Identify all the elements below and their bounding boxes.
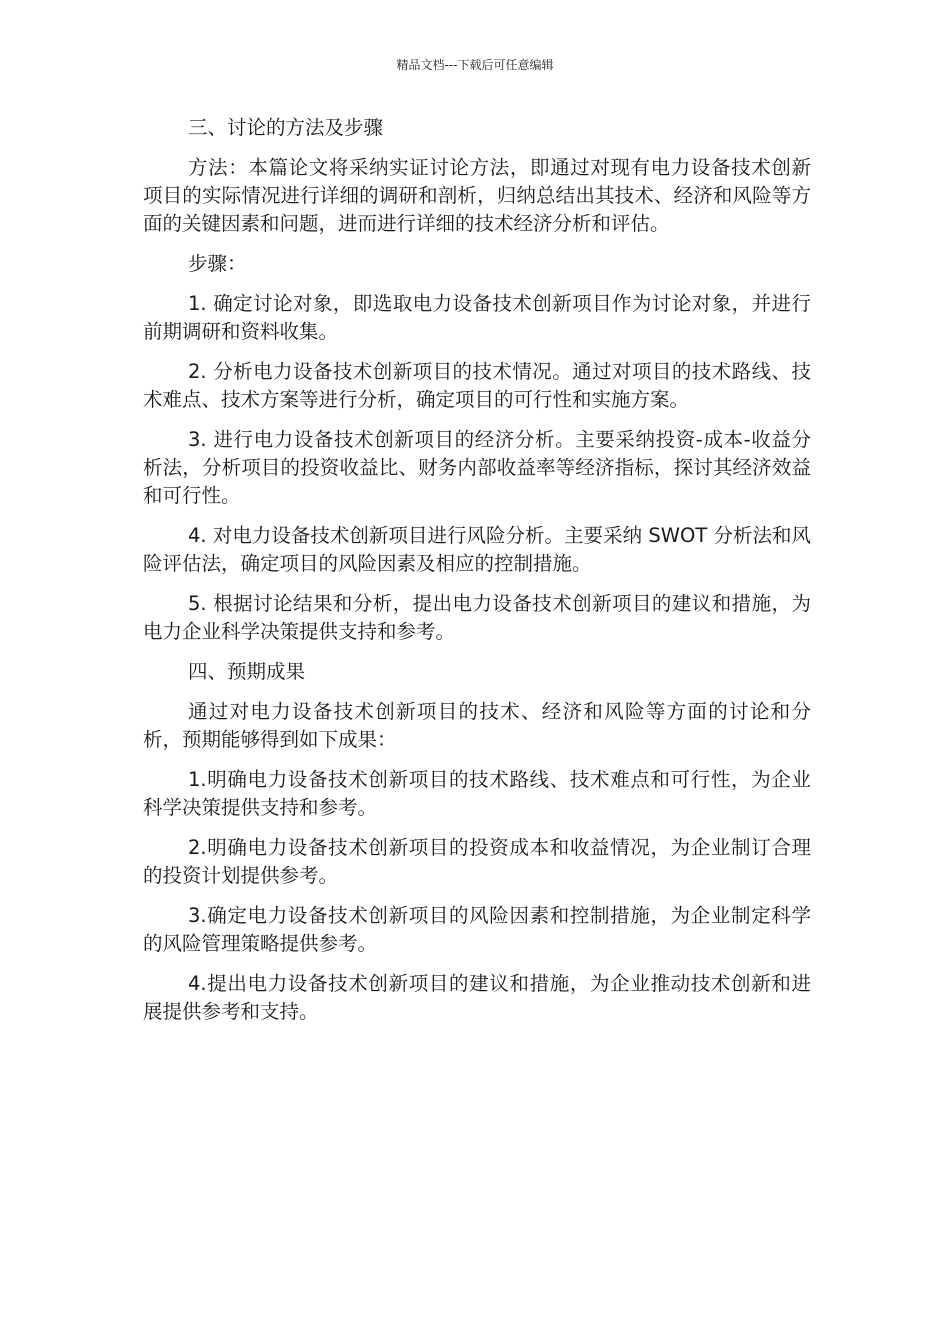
list-item-outcome-4: 4.提出电力设备技术创新项目的建议和措施，为企业推动技术创新和进展提供参考和支持。: [143, 972, 811, 1023]
section-heading-outcomes: 四、预期成果: [188, 660, 306, 683]
list-item-outcome-1: 1.明确电力设备技术创新项目的技术路线、技术难点和可行性，为企业科学决策提供支持和参考。: [143, 768, 811, 819]
page-header: 精品文档---下载后可任意编辑: [396, 58, 554, 72]
list-item-outcome-2: 2.明确电力设备技术创新项目的投资成本和收益情况，为企业制订合理的投资计划提供参考。: [143, 836, 811, 887]
list-item-outcome-3: 3.确定电力设备技术创新项目的风险因素和控制措施，为企业制定科学的风险管理策略提供参考。: [143, 904, 811, 955]
list-item-step-5: 5. 根据讨论结果和分析，提出电力设备技术创新项目的建议和措施，为电力企业科学决策提供支持和参考。: [143, 592, 811, 643]
document-body: [143, 114, 811, 1038]
paragraph-outcomes-intro: 通过对电力设备技术创新项目的技术、经济和风险等方面的讨论和分析，预期能够得到如下成果：: [143, 700, 811, 751]
list-item-step-2: 2. 分析电力设备技术创新项目的技术情况。通过对项目的技术路线、技术难点、技术方案等进行分析，确定项目的可行性和实施方案。: [143, 360, 811, 411]
paragraph-method: 方法：本篇论文将采纳实证讨论方法，即通过对现有电力设备技术创新项目的实际情况进行详细的调研和剖析，归纳总结出其技术、经济和风险等方面的关键因素和问题，进而进行详细的技术经济分析和评估。: [143, 156, 811, 235]
list-item-step-1: 1. 确定讨论对象，即选取电力设备技术创新项目作为讨论对象，并进行前期调研和资料收集。: [143, 292, 811, 343]
list-item-step-3: 3. 进行电力设备技术创新项目的经济分析。主要采纳投资-成本-收益分析法，分析项目的投资收益比、财务内部收益率等经济指标，探讨其经济效益和可行性。: [143, 428, 811, 507]
list-item-step-4: 4. 对电力设备技术创新项目进行风险分析。主要采纳 SWOT 分析法和风险评估法，确定项目的风险因素及相应的控制措施。: [143, 524, 811, 575]
paragraph-steps-label: 步骤：: [188, 252, 247, 275]
section-heading-methods: 三、讨论的方法及步骤: [188, 116, 384, 139]
